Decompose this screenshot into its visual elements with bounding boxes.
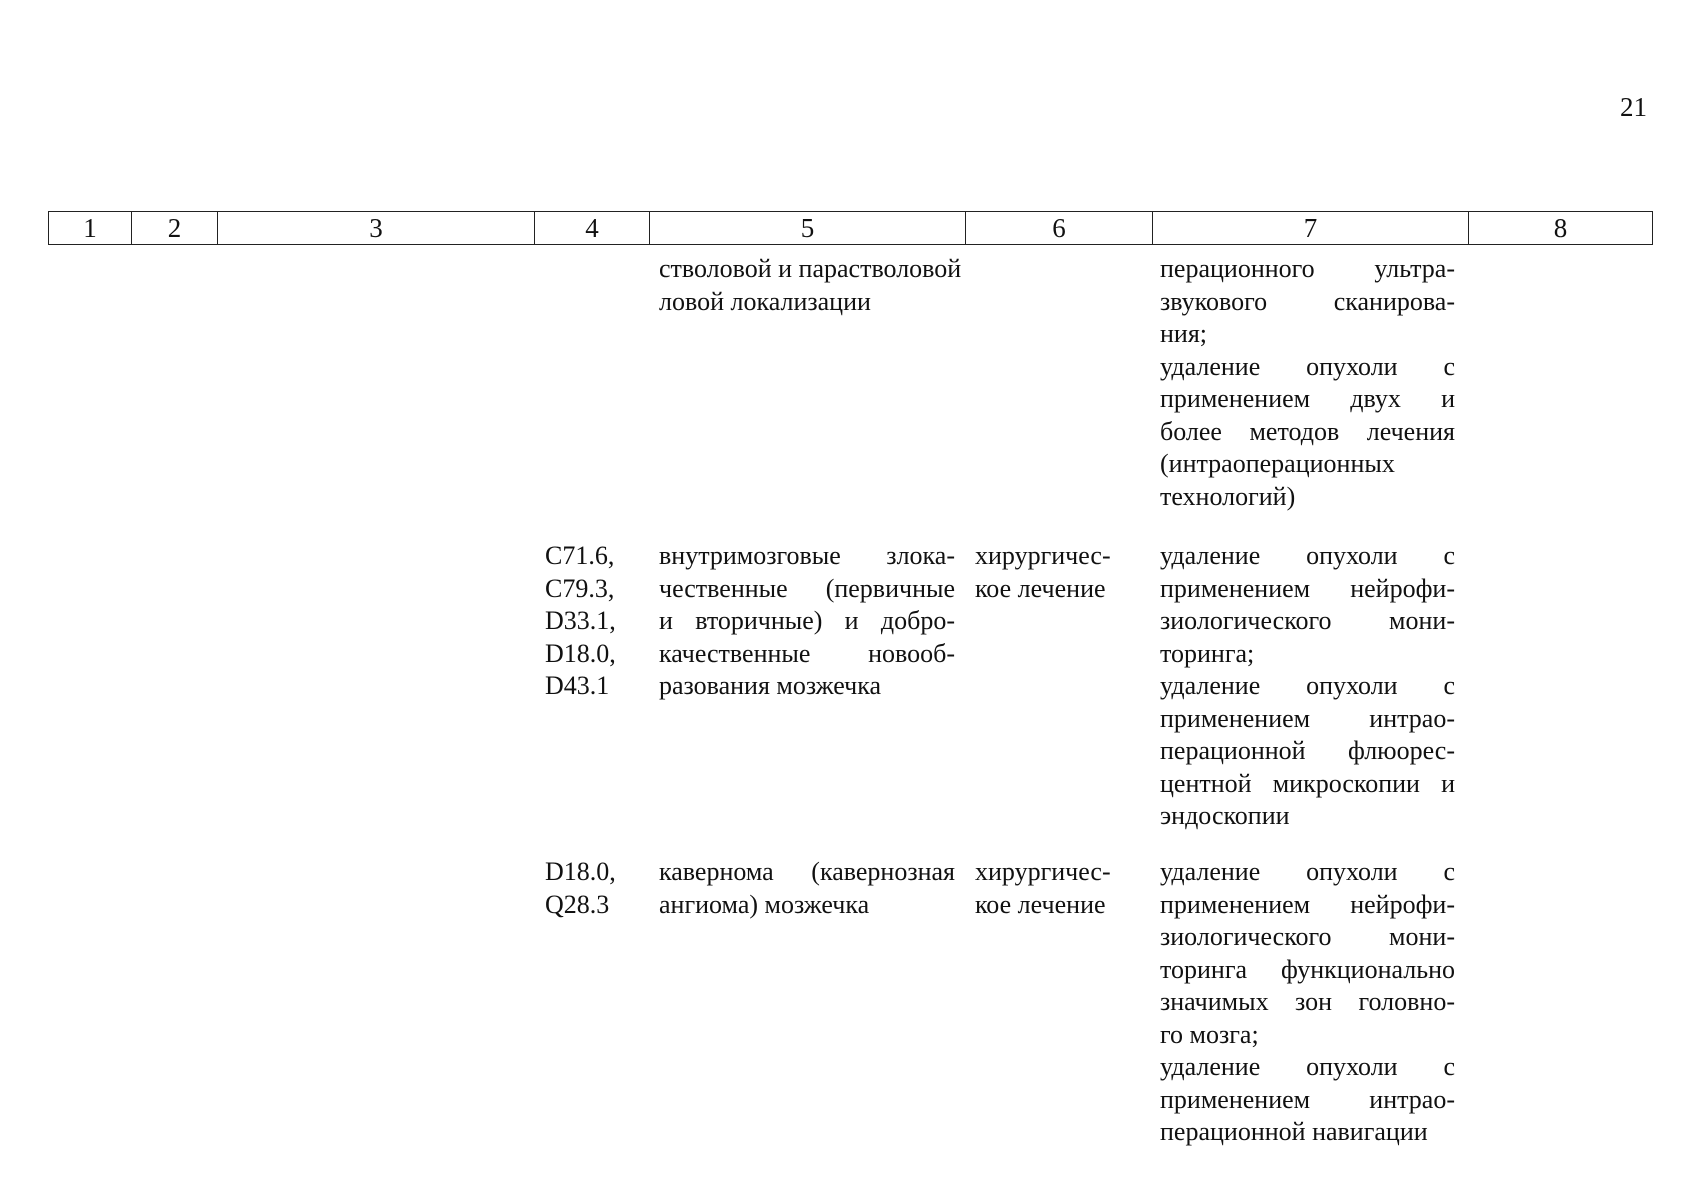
- text-line: ловой локализации: [659, 286, 871, 316]
- text-line: удаление опухоли с: [1160, 857, 1455, 886]
- text-line: качественные новооб-: [659, 638, 955, 668]
- column-number-6: 6: [966, 212, 1153, 245]
- column-number-3: 3: [218, 212, 535, 245]
- icd-code: C71.6,: [545, 541, 615, 570]
- icd-code: D33.1,: [545, 606, 616, 635]
- text-line: кавернома (кавернозная: [659, 857, 955, 886]
- text-line: применением двух и: [1160, 384, 1455, 413]
- text-line: чественные (первичные: [659, 573, 955, 603]
- row2-method: [1160, 856, 1455, 1149]
- page-number: 21: [1620, 92, 1647, 122]
- text-line: удаление опухоли с: [1160, 351, 1455, 381]
- text-line: применением нейрофи-: [1160, 889, 1455, 919]
- icd-code: D18.0,: [545, 857, 616, 886]
- text-line: го мозга;: [1160, 1019, 1259, 1049]
- row1-condition: [659, 540, 955, 703]
- text-line: технологий): [1160, 481, 1296, 511]
- row1-treatment: [975, 540, 1125, 605]
- icd-code: C79.3,: [545, 573, 615, 603]
- column-number-7: 7: [1153, 212, 1469, 245]
- continuation-condition: [659, 253, 962, 318]
- column-number-header: [48, 211, 1653, 245]
- text-line: торинга;: [1160, 638, 1255, 668]
- text-line: внутримозговые злока-: [659, 541, 955, 570]
- text-line: кое лечение: [975, 889, 1106, 919]
- column-number-8: 8: [1469, 212, 1653, 245]
- row2-codes: [545, 856, 645, 921]
- text-line: применением интрао-: [1160, 703, 1455, 733]
- icd-code: D18.0,: [545, 638, 616, 668]
- column-number-1: 1: [49, 212, 132, 245]
- text-line: удаление опухоли с: [1160, 541, 1455, 570]
- text-line: зиологического мони-: [1160, 606, 1455, 635]
- column-number-2: 2: [132, 212, 218, 245]
- text-line: разования мозжечка: [659, 671, 882, 700]
- text-line: торинга функционально: [1160, 954, 1455, 984]
- text-line: удаление опухоли с: [1160, 1052, 1455, 1081]
- text-line: звукового сканирова-: [1160, 286, 1455, 316]
- row2-condition: [659, 856, 955, 921]
- text-line: хирургичес-: [975, 541, 1111, 570]
- text-line: перационной флюорес-: [1160, 736, 1455, 765]
- text-line: ния;: [1160, 319, 1208, 348]
- text-line: ангиома) мозжечка: [659, 889, 870, 919]
- row2-treatment: [975, 856, 1125, 921]
- text-line: удаление опухоли с: [1160, 671, 1455, 700]
- continuation-method: [1160, 253, 1455, 513]
- text-line: значимых зон головно-: [1160, 987, 1455, 1016]
- text-line: зиологического мони-: [1160, 922, 1455, 951]
- icd-code: D43.1: [545, 671, 610, 700]
- text-line: применением нейрофи-: [1160, 573, 1455, 603]
- text-line: (интраоперационных: [1160, 449, 1395, 478]
- text-line: эндоскопии: [1160, 801, 1290, 830]
- text-line: и вторичные) и добро-: [659, 606, 955, 635]
- column-number-4: 4: [535, 212, 650, 245]
- text-line: перационного ультра-: [1160, 254, 1455, 283]
- text-line: кое лечение: [975, 573, 1106, 603]
- text-line: центной микроскопии и: [1160, 768, 1455, 798]
- icd-code: Q28.3: [545, 889, 610, 919]
- row1-codes: [545, 540, 645, 703]
- text-line: стволовой и парастволовой: [659, 254, 962, 283]
- column-number-5: 5: [650, 212, 966, 245]
- text-line: применением интрао-: [1160, 1084, 1455, 1114]
- text-line: хирургичес-: [975, 857, 1111, 886]
- row1-method: [1160, 540, 1455, 833]
- text-line: перационной навигации: [1160, 1117, 1428, 1146]
- text-line: более методов лечения: [1160, 416, 1455, 446]
